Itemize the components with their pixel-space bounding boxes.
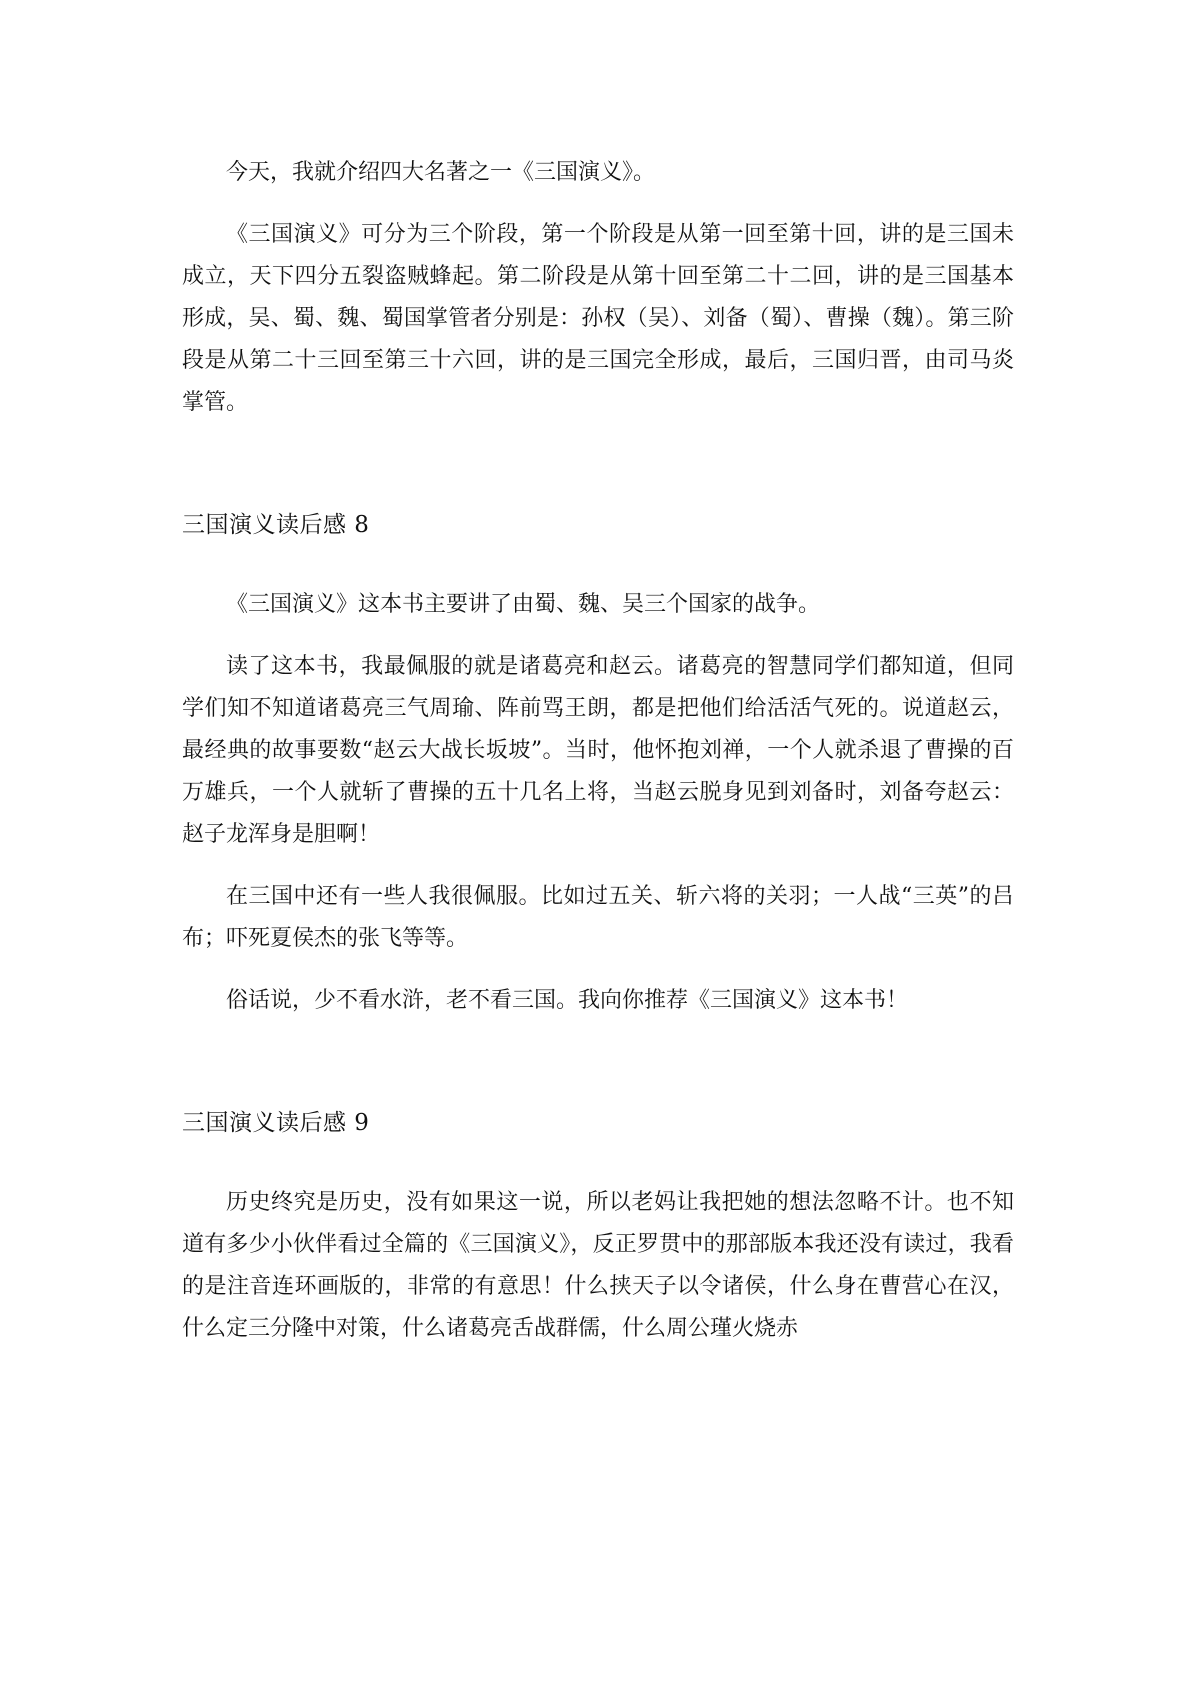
- document-body: [182, 152, 1014, 1350]
- section-9-paragraph-1: 历史终究是历史，没有如果这一说，所以老妈让我把她的想法忽略不计。也不知道有多少小伙伴看过全篇的《三国演义》，反正罗贯中的那部版本我还没有读过，我看的是注音连环画版的，非常的有意思！什么挟天子以令诸侯，什么身在曹营心在汉，什么定三分隆中对策，什么诸葛亮舌战群儒，什么周公瑾火烧赤: [182, 1190, 1014, 1341]
- intro-paragraph-1: 今天，我就介绍四大名著之一《三国演义》。: [226, 160, 656, 185]
- section-heading-8: 三国演义读后感 8: [182, 512, 370, 538]
- section-8-paragraph-3: 在三国中还有一些人我很佩服。比如过五关、斩六将的关羽；一人战“三英”的吕布；吓死夏侯杰的张飞等等。: [182, 884, 1014, 951]
- section-8-paragraph-1: 《三国演义》这本书主要讲了由蜀、魏、吴三个国家的战争。: [226, 592, 821, 617]
- section-8-paragraph-4: 俗话说，少不看水浒，老不看三国。我向你推荐《三国演义》这本书！: [226, 988, 909, 1013]
- section-heading-9: 三国演义读后感 9: [182, 1110, 370, 1136]
- intro-paragraph-2: 《三国演义》可分为三个阶段，第一个阶段是从第一回至第十回，讲的是三国未成立，天下四分五裂盗贼蜂起。第二阶段是从第十回至第二十二回，讲的是三国基本形成，吴、蜀、魏、蜀国掌管者分别是：孙权（吴）、刘备（蜀）、曹操（魏）。第三阶段是从第二十三回至第三十六回，讲的是三国完全形成，最后，三国归晋，由司马炎掌管。: [182, 222, 1014, 415]
- section-8-paragraph-2: 读了这本书，我最佩服的就是诸葛亮和赵云。诸葛亮的智慧同学们都知道，但同学们知不知道诸葛亮三气周瑜、阵前骂王朗，都是把他们给活活气死的。说道赵云，最经典的故事要数“赵云大战长坂坡”。当时，他怀抱刘禅，一个人就杀退了曹操的百万雄兵，一个人就斩了曹操的五十几名上将，当赵云脱身见到刘备时，刘备夸赵云：赵子龙浑身是胆啊！: [182, 654, 1014, 847]
